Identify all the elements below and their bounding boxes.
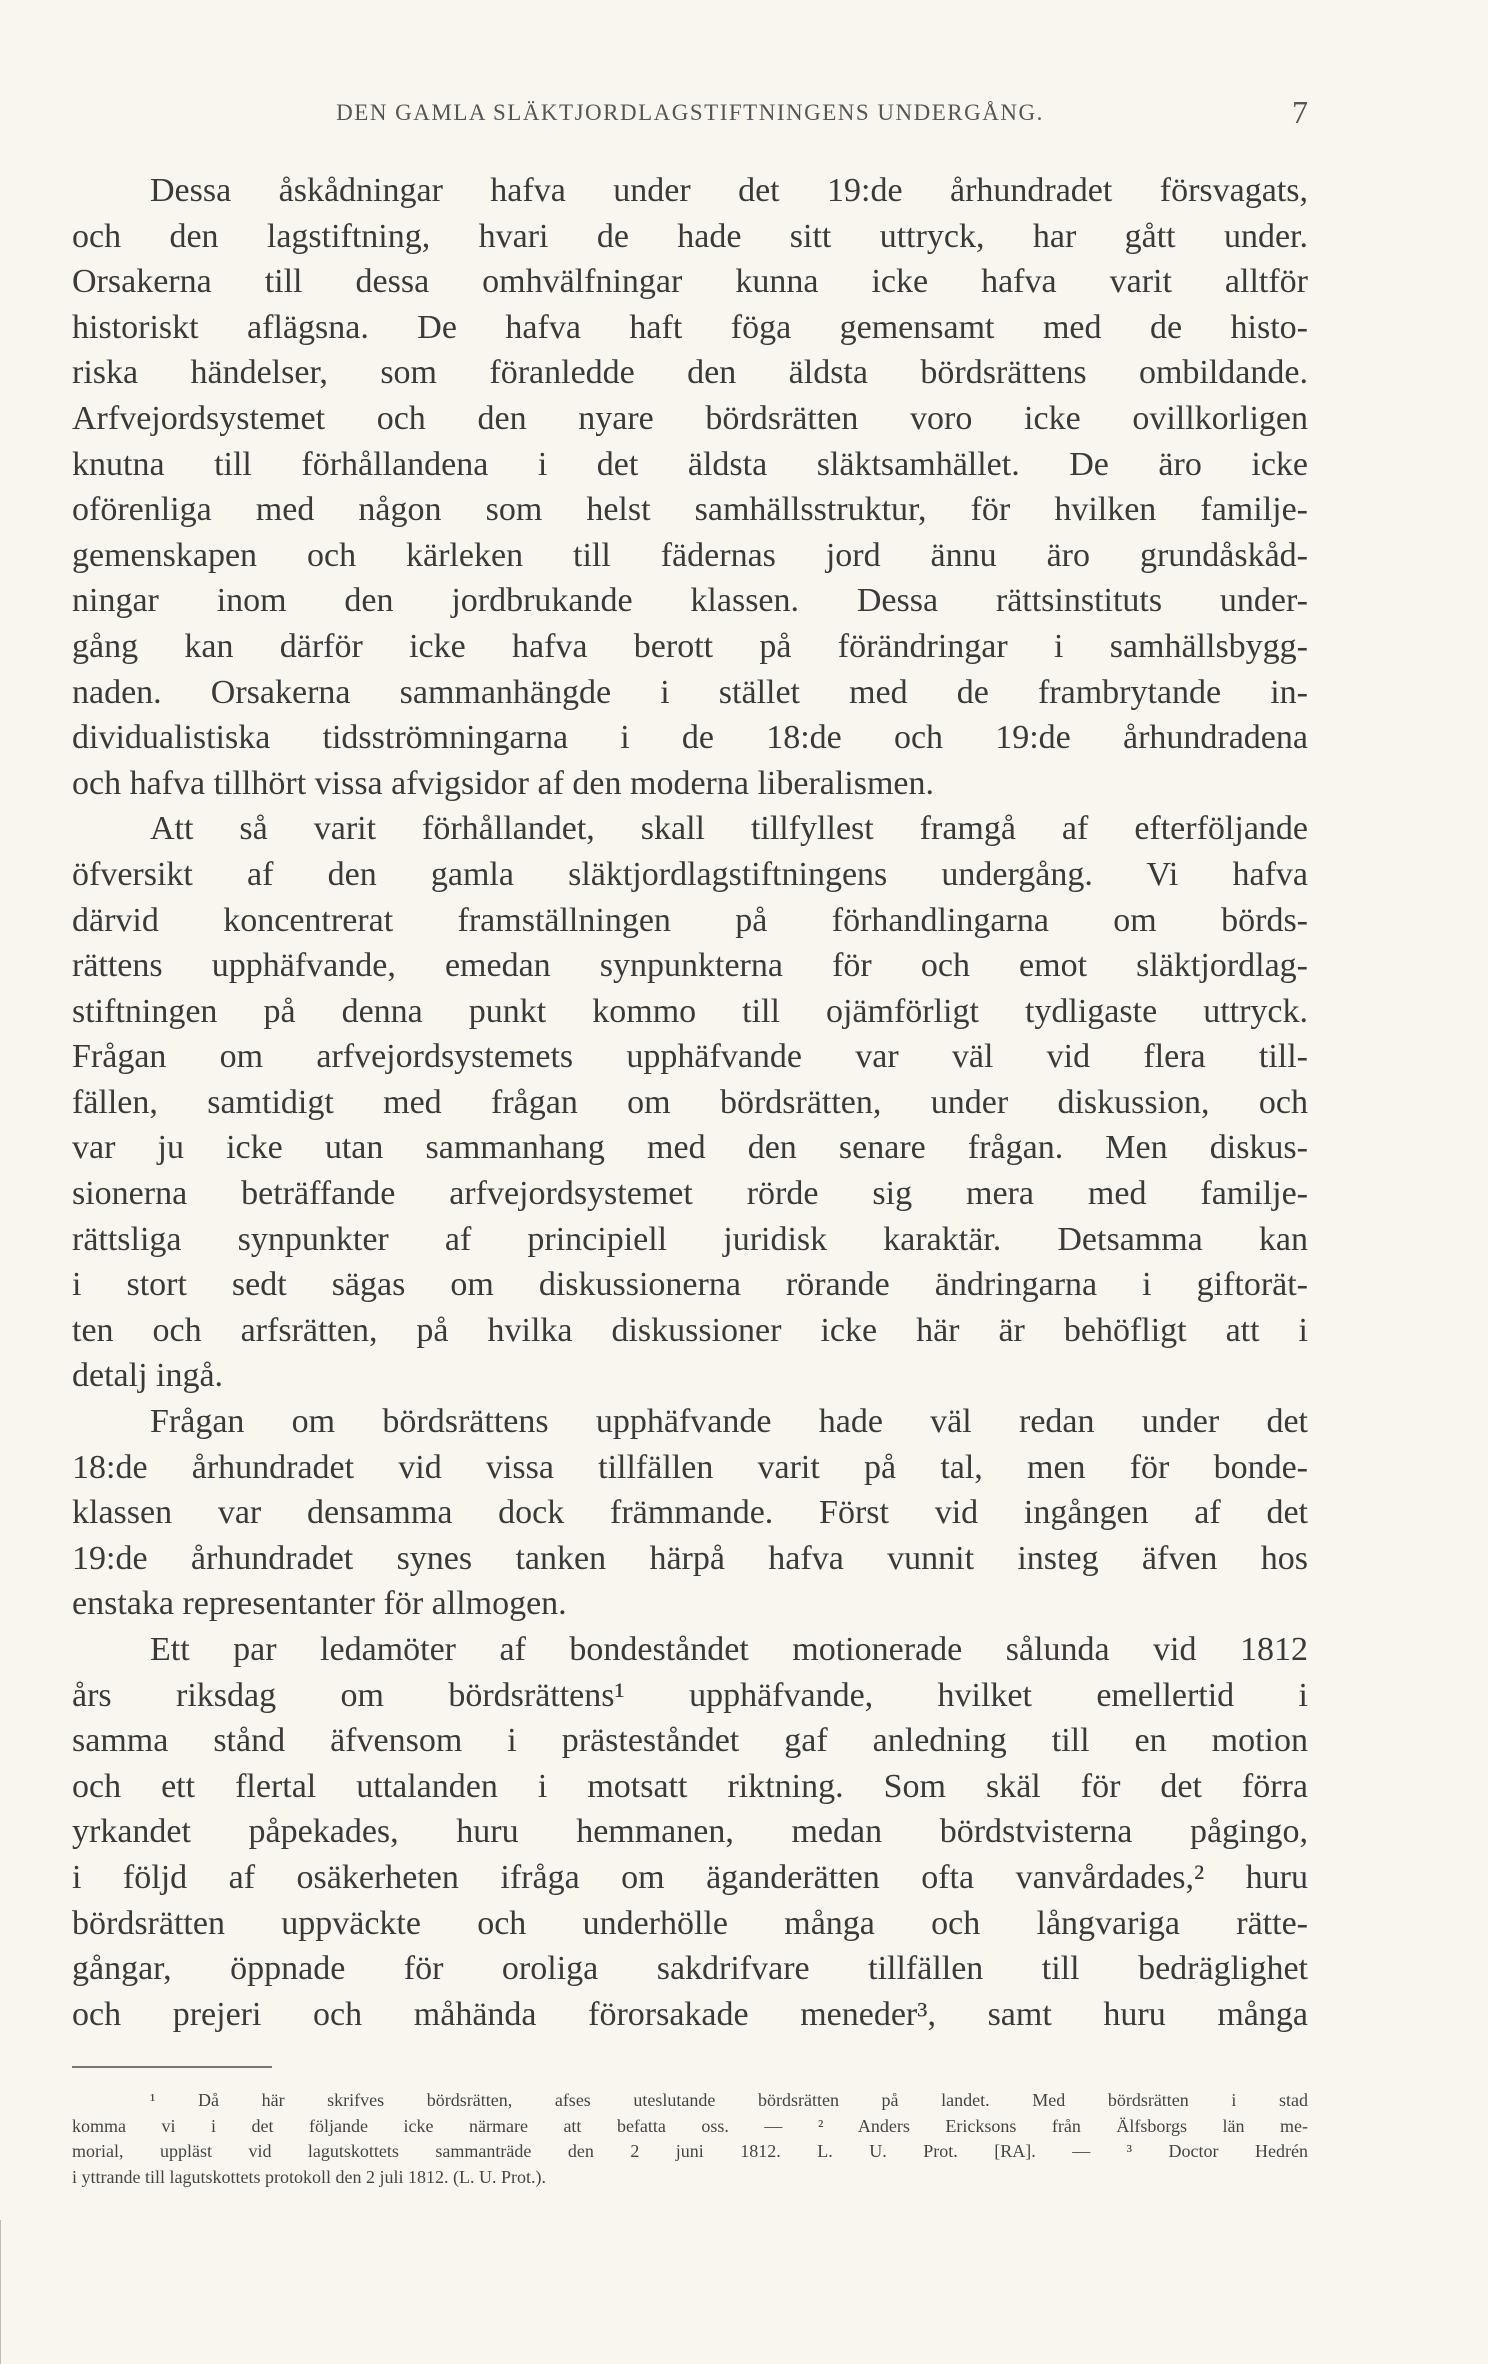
body-line: Frågan om bördsrättens upphäfvande hade väl redan under det bbox=[150, 1403, 1308, 1441]
body-line: ningar inom den jordbrukande klassen. Dessa rättsinstituts under- bbox=[72, 582, 1308, 620]
body-line: detalj ingå. bbox=[72, 1357, 224, 1395]
body-line: historiskt aflägsna. De hafva haft föga gemensamt med de histo- bbox=[72, 308, 1308, 346]
body-line: ten och arfsrätten, på hvilka diskussioner icke här är behöfligt att i bbox=[72, 1311, 1308, 1349]
body-line: i följd af osäkerheten ifråga om äganderätten ofta vanvårdades,² huru bbox=[72, 1858, 1308, 1896]
body-line: naden. Orsakerna sammanhängde i stället med de frambrytande in- bbox=[72, 673, 1308, 711]
body-line: Dessa åskådningar hafva under det 19:de århundradet försvagats, bbox=[150, 172, 1308, 209]
body-line: yrkandet påpekades, huru hemmanen, medan bördstvisterna pågingo, bbox=[72, 1813, 1308, 1851]
footnote-line: i yttrande till lagutskottets protokoll den 2 juli 1812. (L. U. Prot.). bbox=[72, 2166, 546, 2187]
body-line: Arfvejordsystemet och den nyare bördsrätten voro icke ovillkorligen bbox=[72, 399, 1308, 437]
body-line: därvid koncentrerat framställningen på förhandlingarna om börds- bbox=[72, 901, 1308, 939]
body-line: Ett par ledamöter af bondeståndet motionerade sålunda vid 1812 bbox=[150, 1631, 1308, 1668]
body-line: knutna till förhållandena i det äldsta släktsamhället. De äro icke bbox=[72, 445, 1308, 483]
running-title: DEN GAMLA SLÄKTJORDLAGSTIFTNINGENS UNDERGÅNG. bbox=[336, 100, 1044, 125]
body-line: dividualistiska tidsströmningarna i de 18:de och 19:de århundradena bbox=[72, 719, 1308, 757]
body-line: års riksdag om bördsrättens¹ upphäfvande, hvilket emellertid i bbox=[72, 1676, 1308, 1714]
body-line: oförenliga med någon som helst samhällsstruktur, för hvilken familje- bbox=[72, 491, 1308, 529]
body-line: Att så varit förhållandet, skall tillfyllest framgå af efterföljande bbox=[150, 810, 1308, 848]
body-line: rättsliga synpunkter af principiell juridisk karaktär. Detsamma kan bbox=[72, 1220, 1308, 1258]
body-line: bördsrätten uppväckte och underhölle många och långvariga rätte- bbox=[72, 1904, 1308, 1942]
footnote-separator bbox=[72, 2066, 272, 2068]
body-line: Orsakerna till dessa omhvälfningar kunna icke hafva varit alltför bbox=[72, 263, 1308, 301]
body-line: rättens upphäfvande, emedan synpunkterna för och emot släktjordlag- bbox=[72, 947, 1308, 985]
page-number: 7 bbox=[1292, 94, 1308, 130]
body-line: enstaka representanter för allmogen. bbox=[72, 1585, 567, 1623]
body-line: gemenskapen och kärleken till fädernas jord ännu äro grundåskåd- bbox=[72, 536, 1308, 574]
footnote-line: komma vi i det följande icke närmare att befatta oss. — ² Anders Ericksons från Älfsborgs län me- bbox=[72, 2115, 1308, 2136]
page-edge-mark bbox=[0, 2220, 1, 2364]
footnotes bbox=[72, 2088, 1308, 2190]
running-head bbox=[72, 94, 1308, 140]
body-line: och hafva tillhört vissa afvigsidor af den moderna liberalismen. bbox=[72, 764, 935, 802]
body-line: 19:de århundradet synes tanken härpå hafva vunnit insteg äfven hos bbox=[72, 1539, 1308, 1577]
body-line: i stort sedt sägas om diskussionerna rörande ändringarna i giftorät- bbox=[72, 1266, 1308, 1304]
body-line: sionerna beträffande arfvejordsystemet rörde sig mera med familje- bbox=[72, 1175, 1308, 1213]
body-line: öfversikt af den gamla släktjordlagstiftningens undergång. Vi hafva bbox=[72, 855, 1308, 893]
body-line: var ju icke utan sammanhang med den senare frågan. Men diskus- bbox=[72, 1129, 1308, 1167]
body-line: Frågan om arfvejordsystemets upphäfvande var väl vid flera till- bbox=[72, 1038, 1308, 1076]
body-text bbox=[72, 168, 1308, 2037]
body-line: 18:de århundradet vid vissa tillfällen varit på tal, men för bonde- bbox=[72, 1448, 1308, 1486]
body-line: fällen, samtidigt med frågan om bördsrätten, under diskussion, och bbox=[72, 1083, 1308, 1121]
body-line: gångar, öppnade för oroliga sakdrifvare tillfällen till bedräglighet bbox=[72, 1950, 1308, 1988]
body-line: riska händelser, som föranledde den äldsta bördsrättens ombildande. bbox=[72, 354, 1308, 392]
footnote-line: ¹ Då här skrifves bördsrätten, afses uteslutande bördsrätten på landet. Med bördsrätten i stad bbox=[150, 2090, 1308, 2110]
body-line: klassen var densamma dock främmande. Först vid ingången af det bbox=[72, 1494, 1308, 1532]
body-line: stiftningen på denna punkt kommo till ojämförligt tydligaste uttryck. bbox=[72, 992, 1308, 1030]
body-line: gång kan därför icke hafva berott på förändringar i samhällsbygg- bbox=[72, 627, 1308, 665]
body-line: och den lagstiftning, hvari de hade sitt uttryck, har gått under. bbox=[72, 217, 1308, 255]
body-line: och ett flertal uttalanden i motsatt riktning. Som skäl för det förra bbox=[72, 1767, 1308, 1805]
body-line: samma stånd äfvensom i prästeståndet gaf anledning till en motion bbox=[72, 1722, 1308, 1760]
footnote-line: morial, uppläst vid lagutskottets sammanträde den 2 juni 1812. L. U. Prot. [RA]. — ³ Doctor Hedrén bbox=[72, 2141, 1308, 2161]
body-line: och prejeri och måhända förorsakade meneder³, samt huru många bbox=[72, 1995, 1308, 2033]
